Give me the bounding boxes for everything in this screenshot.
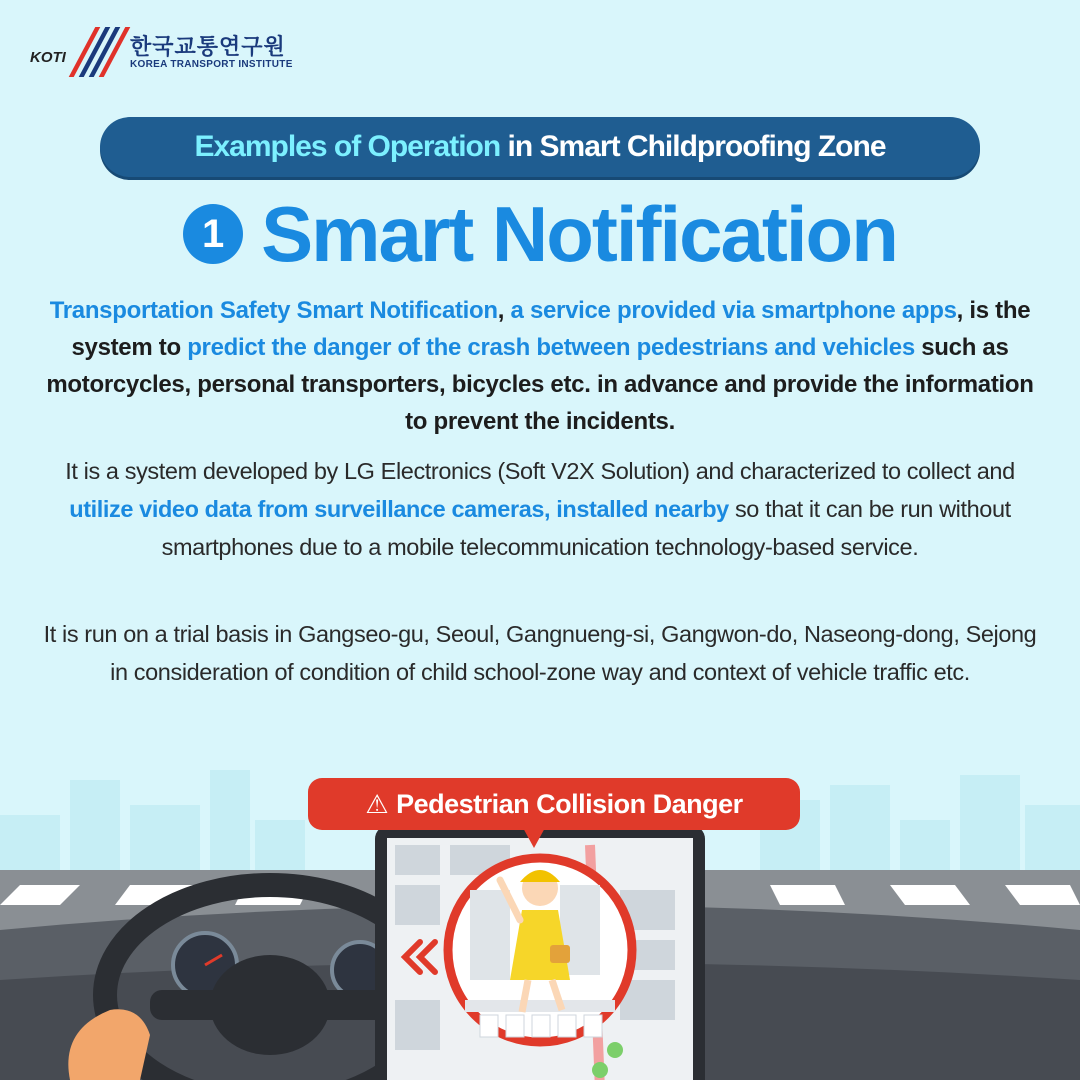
- section-header-rest: in Smart Childproofing Zone: [507, 130, 886, 163]
- logo-mark-text: KOTI: [30, 49, 66, 66]
- intro-text: such as motorcycles, personal transporters, bicycles etc. in advance and provide the information to prevent the incidents.: [46, 334, 1034, 435]
- alert-bubble-tail: [522, 826, 546, 848]
- warning-triangle-icon: ⚠: [365, 789, 389, 819]
- logo-english-name: KOREA TRANSPORT INSTITUTE: [130, 58, 293, 70]
- description-text: so that it can be run without smartphones due to a mobile telecommunication technology-based service.: [161, 496, 1011, 560]
- intro-text: ,: [497, 297, 511, 324]
- intro-text: , is the system to: [71, 297, 1031, 361]
- intro-paragraph: [40, 292, 1040, 440]
- logo-korean-name: 한국교통연구원: [130, 33, 286, 59]
- system-description-paragraph: [40, 452, 1040, 566]
- title-number-badge: 1: [183, 204, 243, 264]
- title-text: Smart Notification: [261, 189, 897, 278]
- intro-highlight: predict the danger of the crash between pedestrians and vehicles: [187, 334, 915, 361]
- description-highlight: utilize video data from surveillance cameras, installed nearby: [69, 496, 729, 522]
- collision-alert-banner: [308, 778, 800, 830]
- trial-locations-paragraph: It is run on a trial basis in Gangseo-gu, Seoul, Gangnueng-si, Gangwon-do, Naseong-dong, Sejong in consideration of condition of child school-zone way and context of vehicle traffic etc.: [43, 621, 1037, 685]
- child-figure-icon: [465, 870, 615, 1037]
- description-text: It is a system developed by LG Electronics (Soft V2X Solution) and characterized to collect and: [65, 458, 1015, 484]
- section-header: [100, 117, 980, 177]
- section-header-highlight: Examples of Operation: [194, 130, 501, 163]
- intro-service-name: Transportation Safety Smart Notification: [49, 297, 498, 324]
- alert-label: Pedestrian Collision Danger: [396, 789, 743, 819]
- intro-highlight: a service provided via smartphone apps: [510, 297, 957, 324]
- koti-logo: [30, 26, 293, 78]
- page-title: [0, 189, 1080, 278]
- koti-logo-mark: [30, 27, 122, 77]
